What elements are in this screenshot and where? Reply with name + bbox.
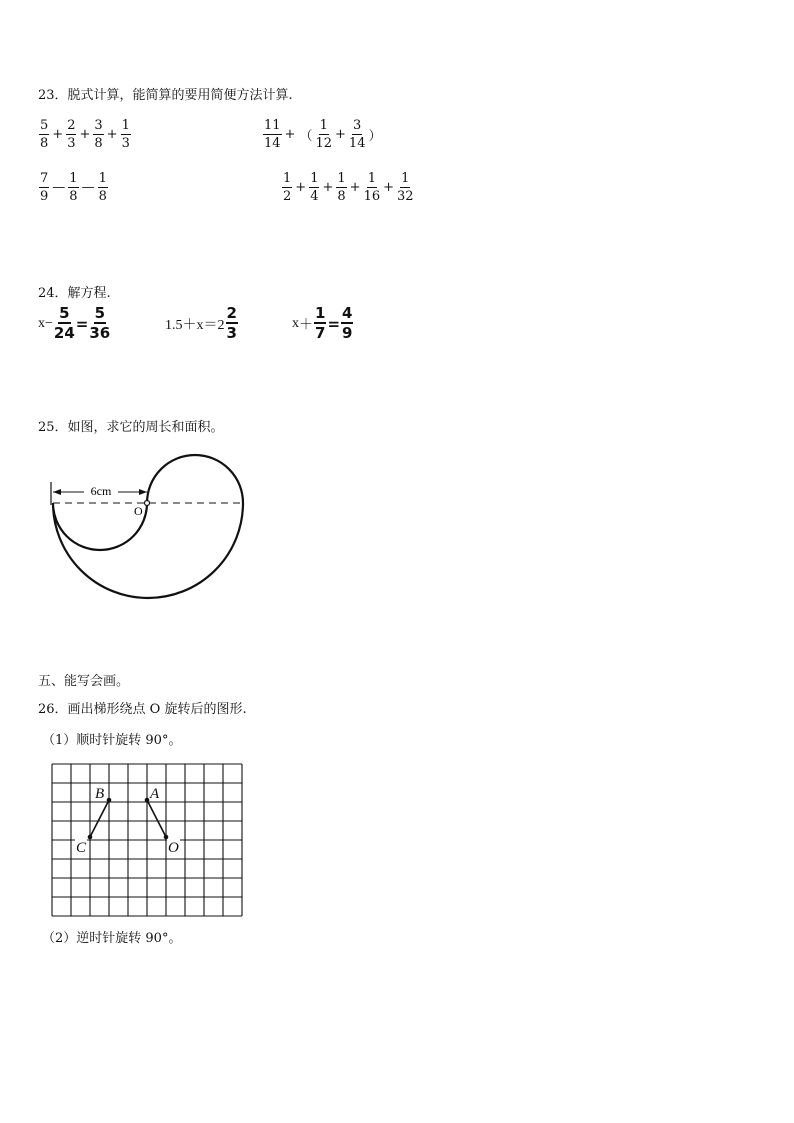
question-25-title: 25．如图，求它的周长和面积。 (38, 420, 224, 435)
denominator: 24 (53, 324, 75, 342)
label-o: O (168, 840, 179, 856)
section-5-title: 五、能写会画。 (38, 674, 130, 689)
denominator: 9 (40, 189, 49, 204)
operator: — (81, 180, 95, 195)
numerator: 1 (315, 304, 326, 322)
operator: ＋ (299, 317, 313, 333)
side-ao (147, 800, 166, 837)
vertex-a (145, 798, 150, 803)
numerator: 1 (121, 118, 130, 133)
equation-left-side: 1.5＋x＝2 (165, 317, 225, 333)
numerator: 1 (98, 171, 107, 186)
denominator: 8 (337, 189, 346, 204)
numerator: 2 (226, 304, 237, 322)
denominator: 36 (89, 324, 111, 342)
numerator: 2 (67, 118, 76, 133)
question-23-title: 23．脱式计算，能简算的要用简便方法计算. (38, 88, 293, 103)
denominator: 16 (363, 189, 381, 204)
denominator: 9 (342, 324, 353, 342)
operator: + (284, 127, 296, 142)
numerator: 1 (310, 171, 319, 186)
denominator: 3 (121, 136, 130, 151)
denominator: 8 (40, 136, 49, 151)
numerator: 1 (337, 171, 346, 186)
denominator: 7 (315, 324, 326, 342)
numerator: 4 (342, 304, 353, 322)
numerator: 5 (94, 304, 106, 322)
numerator: 7 (40, 171, 49, 186)
denominator: 3 (226, 324, 237, 342)
vertex-o (164, 835, 169, 840)
side-cb (90, 800, 109, 837)
denominator: 14 (264, 136, 281, 151)
center-label: O (134, 504, 143, 518)
operator: + (349, 180, 361, 195)
numerator: 3 (94, 118, 103, 133)
denominator: 8 (94, 136, 103, 151)
operator: + (322, 180, 334, 195)
left-paren: （ (299, 129, 313, 144)
denominator: 8 (98, 189, 107, 204)
equals-sign: = (75, 314, 89, 333)
variable: x (292, 315, 299, 331)
numerator: 1 (283, 171, 292, 186)
part-1-label: （1）顺时针旋转 90°。 (42, 733, 182, 748)
right-paren: ） (368, 129, 382, 144)
operator: + (383, 180, 395, 195)
numerator: 5 (40, 118, 49, 133)
denominator: 14 (348, 136, 366, 151)
label-a: A (150, 786, 160, 802)
operator: — (52, 180, 66, 195)
label-b: B (95, 786, 105, 802)
denominator: 4 (310, 189, 319, 204)
numerator: 1 (401, 171, 410, 186)
label-c: C (76, 840, 87, 856)
vertex-b (107, 798, 112, 803)
vertex-c (88, 835, 93, 840)
operator: + (52, 127, 64, 142)
numerator: 1 (319, 118, 328, 133)
part-2-label: （2）逆时针旋转 90°。 (42, 931, 182, 946)
operator: + (106, 127, 118, 142)
measure-label: 6cm (90, 484, 112, 498)
operator: − (45, 315, 53, 331)
numerator: 1 (367, 171, 376, 186)
numerator: 11 (264, 118, 281, 133)
numerator: 1 (69, 171, 78, 186)
operator: + (295, 180, 307, 195)
denominator: 12 (315, 136, 333, 151)
question-24-title: 24．解方程. (38, 286, 111, 301)
variable: x (38, 315, 45, 331)
question-26-title: 26．画出梯形绕点 O 旋转后的图形. (38, 702, 247, 717)
denominator: 3 (67, 136, 76, 151)
denominator: 32 (397, 189, 414, 204)
numerator: 5 (59, 304, 70, 322)
numerator: 3 (353, 118, 362, 133)
denominator: 2 (283, 189, 292, 204)
equals-sign: = (327, 314, 341, 333)
operator: + (335, 127, 346, 142)
operator: + (79, 127, 91, 142)
denominator: 8 (69, 189, 78, 204)
